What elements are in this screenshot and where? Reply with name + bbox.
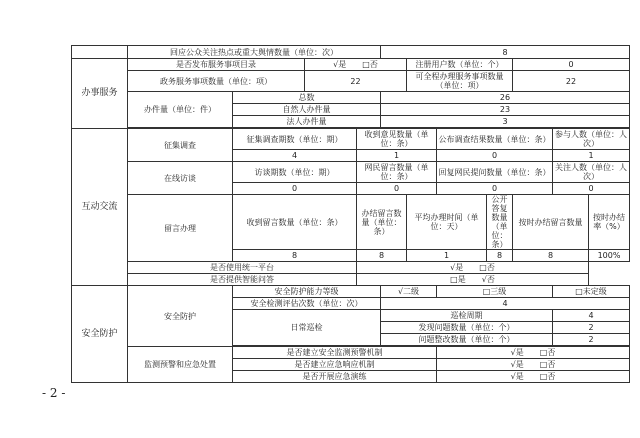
blank-cell [72,46,128,59]
test-label: 安全检测评估次数（单位：次） [233,298,381,310]
natural-label: 自然人办件量 [233,104,381,116]
level-label: 安全防护能力等级 [233,286,381,298]
survey-label: 征集调查 [128,129,233,162]
monitor-item-value: √是 □否 [437,371,630,383]
unified-platform-label: 是否使用统一平台 [128,262,357,274]
interview-value: 0 [233,183,357,195]
interview-header: 访谈期数（单位：期） [233,162,357,183]
legal-value: 3 [381,116,630,128]
total-value: 26 [381,92,630,104]
message-label: 留言办理 [128,195,233,262]
interview-label: 在线访谈 [128,162,233,195]
monitor-item-label: 是否开展应急演练 [233,371,437,383]
level-option: □三级 [437,286,553,298]
interview-header: 回复网民提问数量（单位：条） [437,162,553,183]
security-section-label: 安全防护 [72,286,128,383]
monitor-item-value: √是 □否 [437,359,630,371]
fixed-value: 2 [553,334,630,346]
survey-header: 参与人数（单位：人次） [553,129,630,150]
public-response-value: 8 [381,46,630,59]
report-table [71,45,630,383]
interview-header: 网民留言数量（单位：条） [357,162,437,183]
interview-value: 0 [357,183,437,195]
message-value: 100% [589,250,630,262]
survey-value: 0 [437,150,553,162]
interview-header: 关注人数（单位：人次） [553,162,630,183]
cycle-value: 4 [553,310,630,322]
catalog-value: √是 □否 [305,59,407,71]
survey-value: 4 [233,150,357,162]
interview-value: 0 [437,183,553,195]
monitor-item-label: 是否建立安全监测预警机制 [233,347,437,359]
catalog-label: 是否发布服务事项目录 [128,59,305,71]
found-label: 发现问题数量（单位：个） [381,322,553,334]
online-items-label: 可全程办理服务事项数量（单位：项） [407,71,513,92]
total-label: 总数 [233,92,381,104]
online-items-value: 22 [513,71,630,92]
survey-value: 1 [357,150,437,162]
survey-header: 征集调查期数（单位：期） [233,129,357,150]
test-value: 4 [381,298,630,310]
registered-users-value: 0 [513,59,630,71]
smart-qa-value: □是 √否 [357,274,589,286]
interaction-section-label: 互动交流 [72,129,128,286]
interview-value: 0 [553,183,630,195]
items-count-value: 22 [305,71,407,92]
page-number: - 2 - [42,386,66,400]
monitor-item-value: √是 □否 [437,347,630,359]
level-option: □未定级 [553,286,630,298]
message-header: 按时办结率（%） [589,195,630,250]
natural-value: 23 [381,104,630,116]
unified-platform-value: √是 □否 [357,262,589,274]
protection-label: 安全防护 [128,286,233,347]
survey-header: 公布调查结果数量（单位：条） [437,129,553,150]
public-response-label: 回应公众关注热点或重大舆情数量（单位：次） [128,46,381,59]
message-header: 办结留言数量（单位：条） [357,195,407,250]
legal-label: 法人办件量 [233,116,381,128]
level-option: √二级 [381,286,437,298]
monitor-label: 监测预警和应急处置 [128,347,233,383]
volume-label: 办件量（单位：件） [128,92,233,128]
message-header: 公开答复数量（单位：条） [487,195,513,250]
survey-value: 1 [553,150,630,162]
message-header: 按时办结留言数量 [513,195,589,250]
message-value: 8 [487,250,513,262]
survey-header: 收到意见数量（单位：条） [357,129,437,150]
patrol-label: 日常巡检 [233,310,381,346]
cycle-label: 巡检周期 [381,310,553,322]
monitor-item-label: 是否建立应急响应机制 [233,359,437,371]
fixed-label: 问题整改数量（单位：个） [381,334,553,346]
items-count-label: 政务服务事项数量（单位：项） [128,71,305,92]
message-value: 1 [407,250,487,262]
found-value: 2 [553,322,630,334]
message-value: 8 [513,250,589,262]
registered-users-label: 注册用户数（单位：个） [407,59,513,71]
message-value: 8 [357,250,407,262]
service-section-label: 办事服务 [72,59,128,129]
message-value: 8 [233,250,357,262]
message-header: 收到留言数量（单位：条） [233,195,357,250]
message-header: 平均办理时间（单位：天） [407,195,487,250]
smart-qa-label: 是否提供智能问答 [128,274,357,286]
